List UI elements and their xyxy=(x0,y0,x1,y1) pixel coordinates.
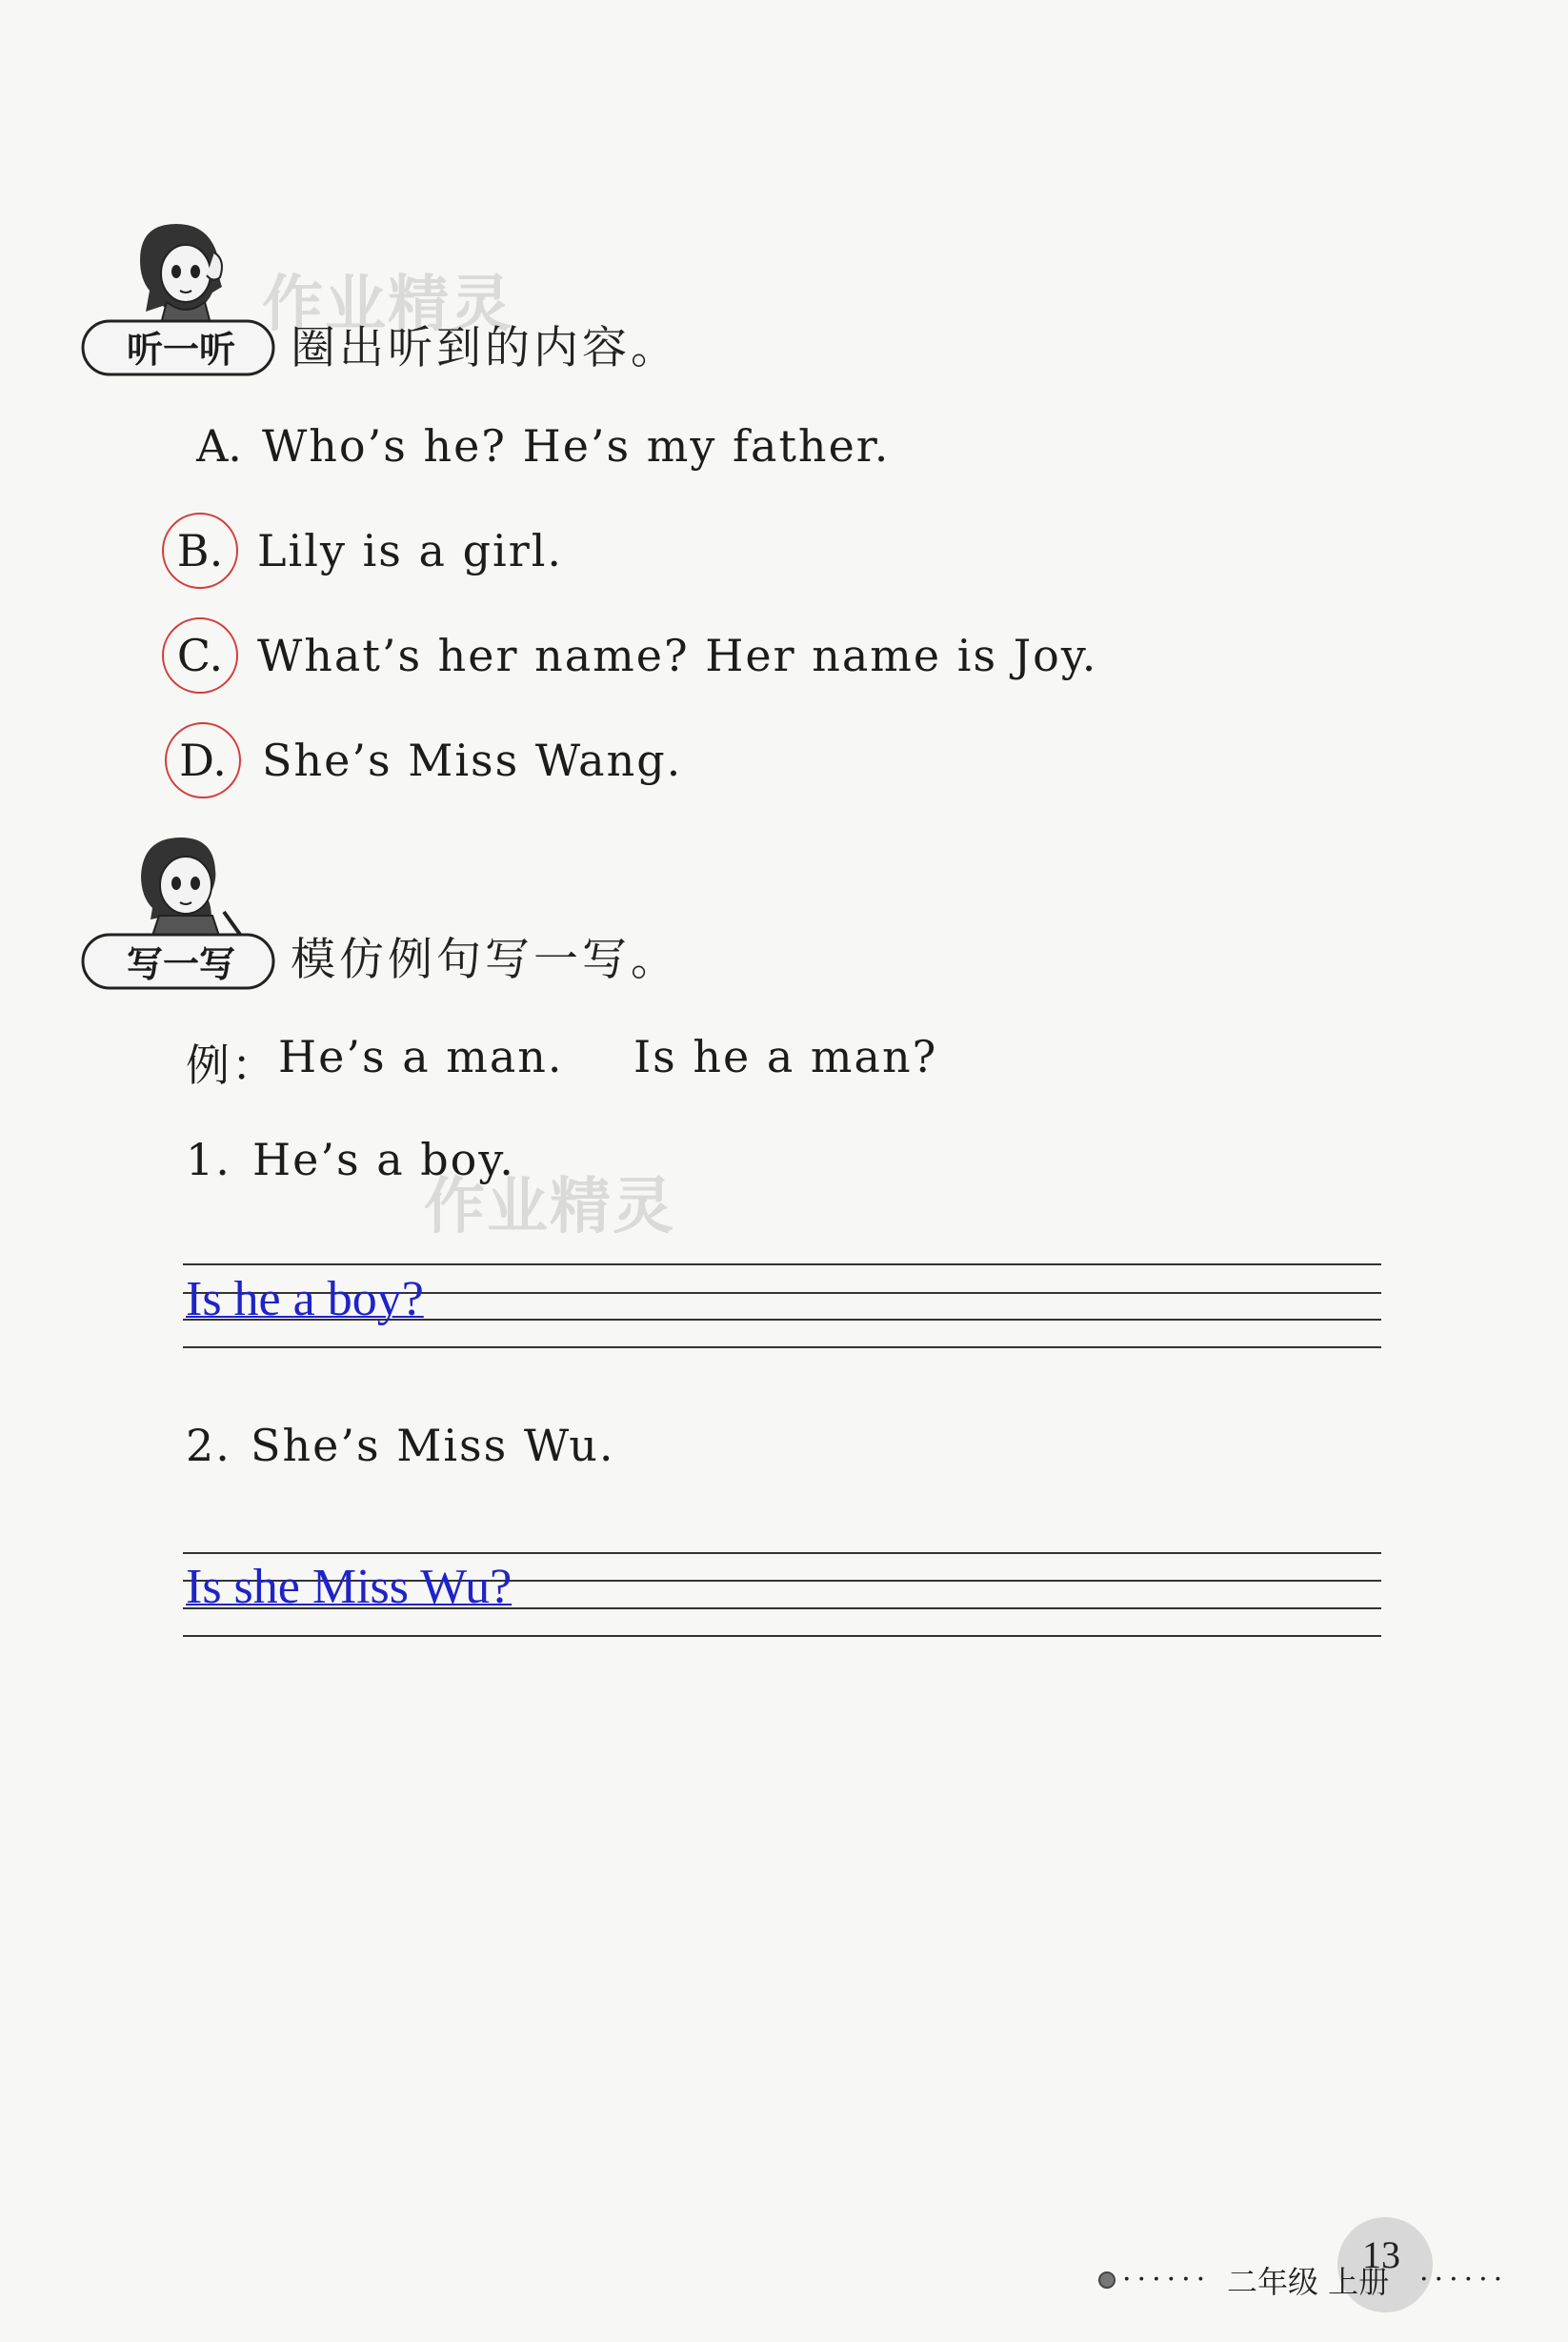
footer-dots-right: ······ xyxy=(1419,2263,1509,2296)
writing-line xyxy=(183,1635,1381,1637)
footer-bullet-icon xyxy=(1098,2271,1116,2289)
item-2-number: 2. xyxy=(186,1420,231,1471)
watermark-top: 作业精灵 xyxy=(262,270,513,340)
example-label: 例： xyxy=(186,1040,277,1091)
item-1-number: 1. xyxy=(186,1134,231,1185)
option-b[interactable] xyxy=(162,513,1210,589)
example-statement: He’s a man. xyxy=(278,1031,564,1082)
item-1-prompt: He’s a boy. xyxy=(252,1134,515,1185)
listen-instruction: 圈出听到的内容。 xyxy=(291,322,679,374)
grade-label: 二年级 上册 xyxy=(1227,2264,1390,2300)
writing-line xyxy=(183,1346,1381,1348)
option-a-letter: A. xyxy=(196,420,242,472)
option-d-text: She’s Miss Wang. xyxy=(262,735,683,786)
option-c-text: What’s her name? Her name is Joy. xyxy=(257,630,1098,681)
option-b-text: Lily is a girl. xyxy=(257,525,564,576)
option-c[interactable] xyxy=(162,617,1210,694)
footer-dots-left: ······ xyxy=(1122,2263,1212,2296)
example-question: Is he a man? xyxy=(633,1031,938,1082)
option-a[interactable] xyxy=(162,408,1210,484)
watermark-middle: 作业精灵 xyxy=(424,1172,675,1242)
item-2-answer[interactable]: Is she Miss Wu? xyxy=(186,1560,513,1614)
item-2-prompt: She’s Miss Wu. xyxy=(251,1420,615,1471)
listen-badge: 听一听 xyxy=(126,329,235,371)
writing-line xyxy=(183,1263,1381,1265)
option-d-letter: D. xyxy=(179,735,227,786)
option-b-letter: B. xyxy=(176,525,224,576)
write-instruction: 模仿例句写一写。 xyxy=(291,934,679,986)
writing-line xyxy=(183,1552,1381,1554)
item-1-answer[interactable]: Is he a boy? xyxy=(186,1272,424,1326)
option-a-text: Who’s he? He’s my father. xyxy=(262,420,891,472)
option-c-letter: C. xyxy=(176,630,224,681)
option-d[interactable] xyxy=(162,722,1210,798)
write-badge: 写一写 xyxy=(126,943,235,985)
page-number: 13 xyxy=(1362,2233,1400,2276)
